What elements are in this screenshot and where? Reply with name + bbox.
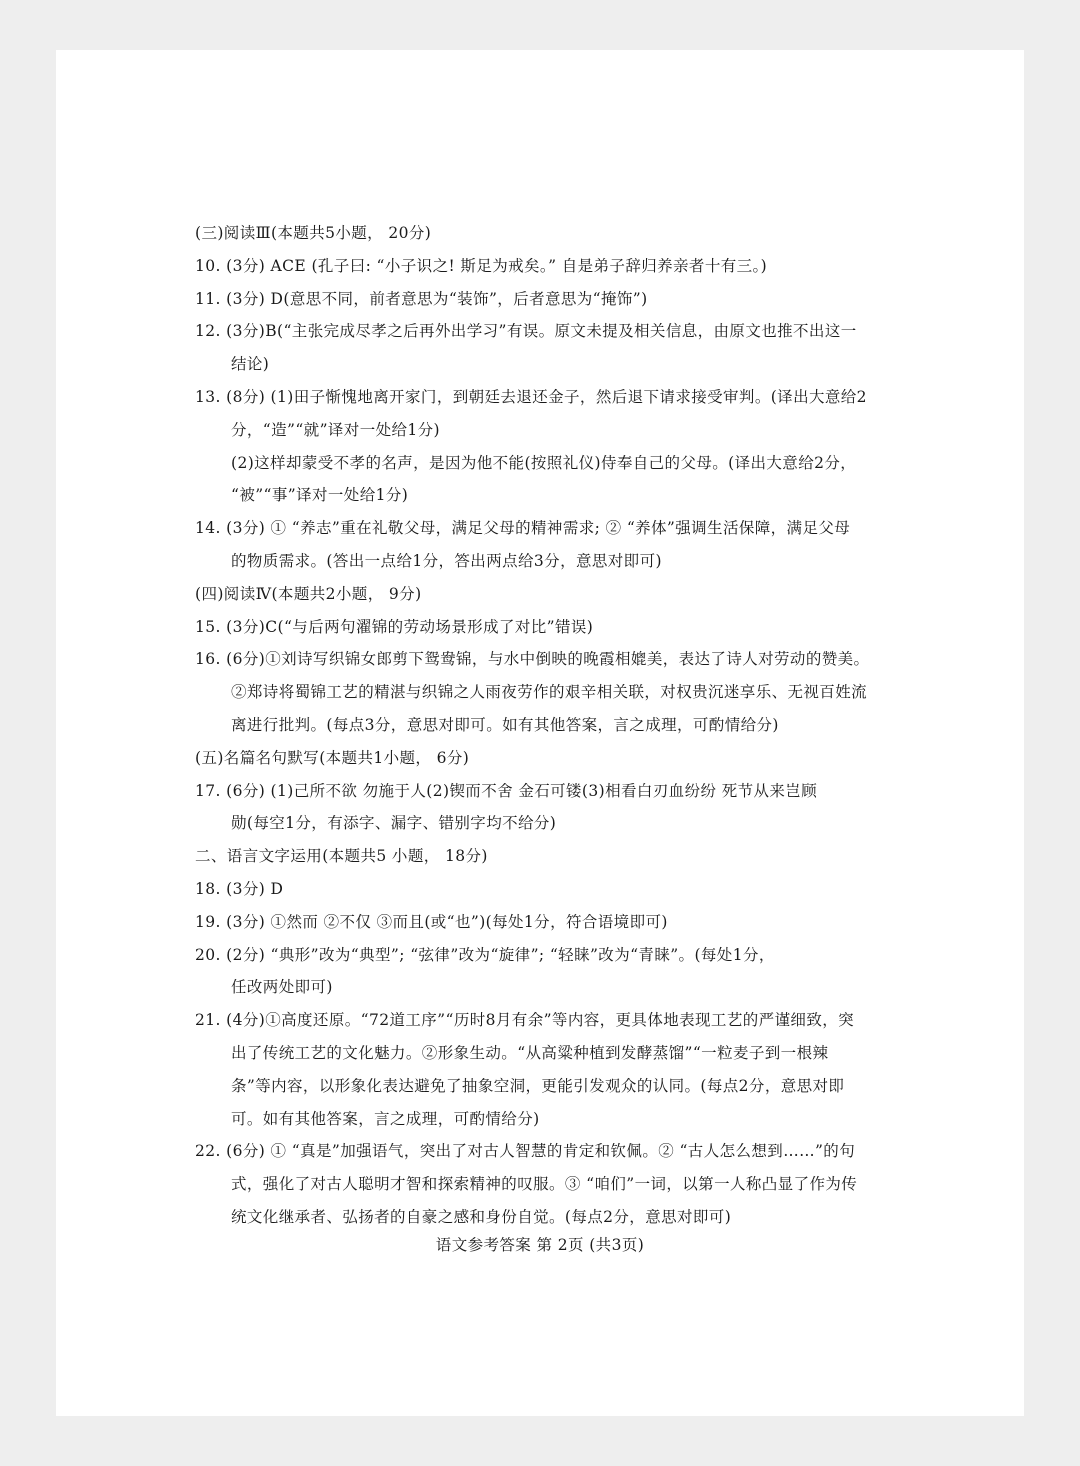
text-line: 条”等内容，以形象化表达避免了抽象空洞，更能引发观众的认同。(每点2分，意思对即: [231, 1076, 845, 1095]
text-line: 统文化继承者、弘扬者的自豪之感和身份自觉。(每点2分，意思对即可): [231, 1207, 732, 1226]
text-line: 13. (8分) (1)田子惭愧地离开家门，到朝廷去退还金子，然后退下请求接受审判。(译出大意给2: [195, 387, 867, 406]
text-line: (五)名篇名句默写(本题共1小题， 6分): [195, 748, 470, 767]
text-line: 式，强化了对古人聪明才智和探索精神的叹服。③ “咱们”一词，以第一人称凸显了作为传: [231, 1175, 858, 1194]
text-line: 20. (2分) “典形”改为“典型”; “弦律”改为“旋律”; “轻睐”改为“青睐”。(每处1分，: [195, 945, 775, 964]
text-line: 10. (3分) ACE (孔子曰: “小子识之! 斯足为戒矣。” 自是弟子辞归养亲者十有三。): [195, 256, 768, 275]
text-line: 14. (3分) ① “养志”重在礼敬父母，满足父母的精神需求; ② “养体”强调生活保障，满足父母: [195, 519, 851, 538]
text-line: 21. (4分)①高度还原。“72道工序”“历时8月有余”等内容，更具体地表现工艺的严谨细致，突: [195, 1011, 855, 1030]
page-footer: 语文参考答案 第 2页 (共3页): [435, 1236, 645, 1254]
text-line: 22. (6分) ① “真是”加强语气，突出了对古人智慧的肯定和钦佩。② “古人怎么想到……”的句: [195, 1142, 856, 1161]
text-line: 11. (3分) D(意思不同，前者意思为“装饰”，后者意思为“掩饰”): [195, 289, 648, 308]
text-line: 离进行批判。(每点3分，意思对即可。如有其他答案，言之成理，可酌情给分): [231, 715, 779, 734]
text-line: “被”“事”译对一处给1分): [231, 486, 409, 505]
text-line: 出了传统工艺的文化魅力。②形象生动。“从高粱种植到发酵蒸馏”“一粒麦子到一根辣: [231, 1043, 829, 1062]
text-line: 19. (3分) ①然而 ②不仅 ③而且(或“也”)(每处1分，符合语境即可): [195, 912, 668, 931]
text-line: 的物质需求。(答出一点给1分，答出两点给3分，意思对即可): [231, 551, 662, 570]
text-line: 18. (3分) D: [195, 879, 284, 898]
text-line: (四)阅读Ⅳ(本题共2小题， 9分): [195, 584, 422, 603]
text-line: 15. (3分)C(“与后两句濯锦的劳动场景形成了对比”错误): [195, 617, 594, 636]
text-line: 分，“造”“就”译对一处给1分): [231, 420, 441, 439]
text-line: 任改两处即可): [231, 978, 333, 997]
text-line: (2)这样却蒙受不孝的名声，是因为他不能(按照礼仪)侍奉自己的父母。(译出大意给2分，: [231, 453, 857, 472]
text-line: ②郑诗将蜀锦工艺的精湛与织锦之人雨夜劳作的艰辛相关联，对权贵沉迷享乐、无视百姓流: [231, 683, 868, 702]
text-line: 二、语言文字运用(本题共5 小题， 18分): [195, 847, 488, 866]
text-line: 16. (6分)①刘诗写织锦女郎剪下鸳鸯锦，与水中倒映的晚霞相媲美，表达了诗人对劳动的赞美。: [195, 650, 870, 669]
text-line: (三)阅读Ⅲ(本题共5小题， 20分): [195, 224, 432, 242]
text-line: 可。如有其他答案，言之成理，可酌情给分): [231, 1109, 540, 1128]
text-line: 17. (6分) (1)己所不欲 勿施于人(2)锲而不舍 金石可镂(3)相看白刃血纷纷 死节从来岂顾: [195, 781, 818, 800]
text-line: 结论): [231, 355, 270, 374]
text-line: 12. (3分)B(“主张完成尽孝之后再外出学习”有误。原文未提及相关信息，由原文也推不出这一: [195, 322, 857, 341]
text-line: 勋(每空1分，有添字、漏字、错别字均不给分): [231, 814, 557, 833]
answer-content: [195, 217, 895, 1234]
